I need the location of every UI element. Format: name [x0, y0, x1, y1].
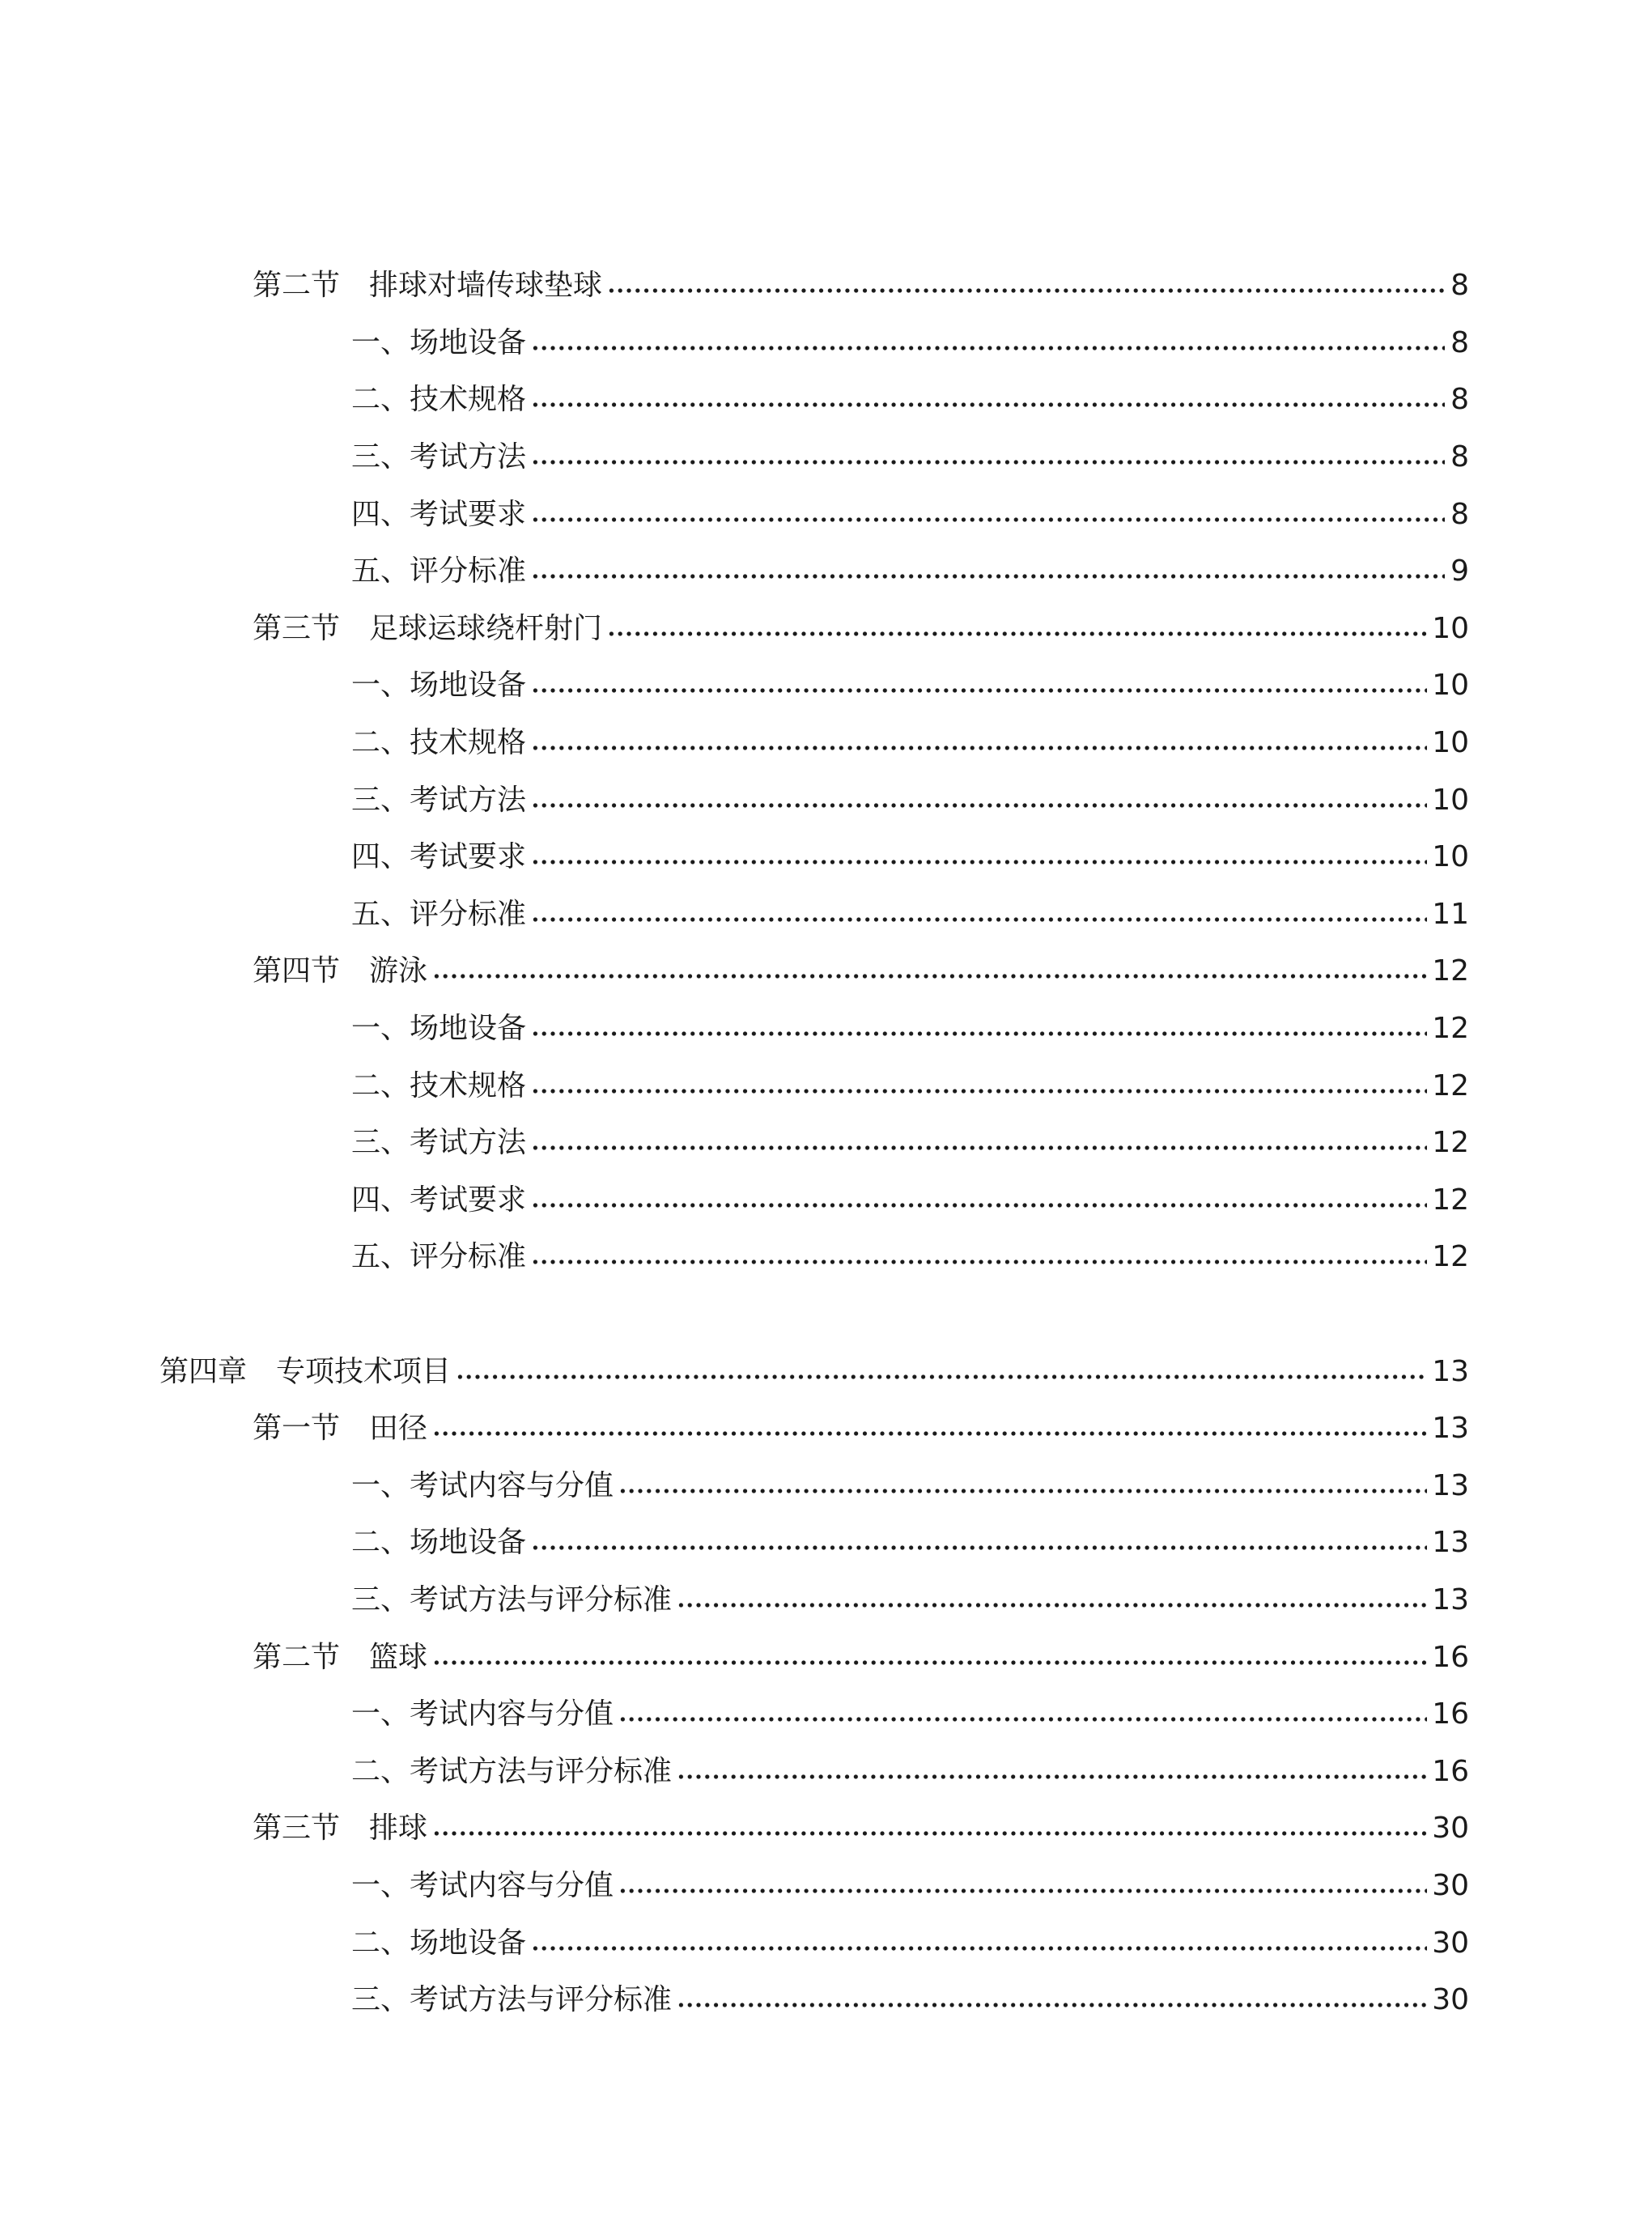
- toc-page-number: 30: [1432, 1812, 1469, 1846]
- toc-subsection-entry[interactable]: [0, 1972, 1652, 2029]
- toc-dot-leader: [607, 288, 1445, 293]
- toc-page-number: 12: [1432, 1012, 1469, 1046]
- toc-dot-leader: [677, 1603, 1427, 1608]
- toc-subsection-entry[interactable]: [0, 715, 1652, 772]
- toc-page-number: 10: [1432, 611, 1469, 645]
- toc-page-number: 10: [1432, 726, 1469, 760]
- toc-entry-label: 三、考试方法与评分标准: [351, 1983, 673, 2017]
- toc-dot-leader: [677, 2003, 1427, 2007]
- toc-subsection-entry[interactable]: [0, 543, 1652, 601]
- toc-subsection-entry[interactable]: [0, 829, 1652, 886]
- toc-subsection-entry[interactable]: [0, 1572, 1652, 1629]
- toc-subsection-entry[interactable]: [0, 657, 1652, 715]
- toc-entry-label: 二、技术规格: [351, 1068, 527, 1102]
- toc-page-number: 13: [1432, 1412, 1469, 1446]
- toc-subsection-entry[interactable]: [0, 1914, 1652, 1972]
- toc-dot-leader: [677, 1774, 1427, 1779]
- toc-dot-leader: [531, 1946, 1427, 1951]
- toc-dot-leader: [432, 1831, 1427, 1836]
- toc-entry-label: 一、场地设备: [351, 1012, 527, 1046]
- toc-subsection-entry[interactable]: [0, 771, 1652, 829]
- toc-subsection-entry[interactable]: [0, 1686, 1652, 1744]
- toc-dot-leader: [531, 1203, 1427, 1208]
- toc-page-number: 10: [1432, 840, 1469, 874]
- toc-page-number: 16: [1432, 1754, 1469, 1788]
- toc-entry-label: 二、技术规格: [351, 383, 527, 417]
- toc-page-number: 8: [1450, 497, 1469, 531]
- toc-page-number: 16: [1432, 1697, 1469, 1731]
- toc-entry-label: 三、考试方法与评分标准: [351, 1582, 673, 1616]
- toc-section-entry[interactable]: [0, 943, 1652, 1000]
- toc-subsection-entry[interactable]: [0, 372, 1652, 429]
- toc-subsection-entry[interactable]: [0, 1457, 1652, 1514]
- toc-entry-label: 第一节 田径: [253, 1412, 428, 1446]
- toc-page-number: 12: [1432, 1183, 1469, 1217]
- toc-page-number: 13: [1432, 1468, 1469, 1502]
- toc-page-number: 8: [1450, 269, 1469, 303]
- toc-page-number: 12: [1432, 1240, 1469, 1274]
- toc-page-number: 11: [1432, 897, 1469, 931]
- toc-dot-leader: [531, 517, 1445, 522]
- toc-entry-label: 一、场地设备: [351, 669, 527, 703]
- toc-dot-leader: [531, 746, 1427, 750]
- toc-dot-leader: [607, 631, 1427, 636]
- toc-entry-label: 二、场地设备: [351, 1926, 527, 1960]
- toc-entry-label: 一、考试内容与分值: [351, 1468, 614, 1502]
- toc-page-number: 13: [1432, 1354, 1469, 1388]
- toc-dot-leader: [432, 1431, 1427, 1436]
- toc-subsection-entry[interactable]: [0, 1229, 1652, 1286]
- toc-entry-label: 四、考试要求: [351, 1183, 527, 1217]
- toc-subsection-entry[interactable]: [0, 1172, 1652, 1230]
- toc-subsection-entry[interactable]: [0, 1115, 1652, 1172]
- toc-dot-leader: [531, 1031, 1427, 1036]
- toc-dot-leader: [531, 1089, 1427, 1094]
- toc-entry-label: 第三节 排球: [253, 1812, 428, 1846]
- toc-entry-label: 五、评分标准: [351, 1240, 527, 1274]
- toc-entry-label: 第二节 篮球: [253, 1640, 428, 1674]
- toc-subsection-entry[interactable]: [0, 886, 1652, 944]
- toc-subsection-entry[interactable]: [0, 486, 1652, 543]
- toc-dot-leader: [531, 917, 1427, 922]
- toc-dot-leader: [531, 460, 1445, 465]
- toc-entry-label: 五、评分标准: [351, 897, 527, 931]
- toc-page-number: 13: [1432, 1526, 1469, 1560]
- toc-page-number: 30: [1432, 1983, 1469, 2017]
- toc-dot-leader: [531, 1260, 1427, 1264]
- toc-entry-label: 二、场地设备: [351, 1526, 527, 1560]
- toc-page-number: 9: [1450, 554, 1469, 588]
- table-of-contents: [0, 257, 1652, 2028]
- toc-section-entry[interactable]: [0, 1629, 1652, 1686]
- toc-page-number: 10: [1432, 783, 1469, 817]
- toc-entry-label: 三、考试方法: [351, 440, 527, 474]
- toc-dot-leader: [531, 574, 1445, 579]
- toc-subsection-entry[interactable]: [0, 1514, 1652, 1572]
- toc-entry-label: 三、考试方法: [351, 783, 527, 817]
- toc-entry-label: 一、场地设备: [351, 325, 527, 359]
- toc-dot-leader: [618, 1489, 1427, 1493]
- toc-entry-label: 五、评分标准: [351, 554, 527, 588]
- toc-page-number: 12: [1432, 954, 1469, 988]
- toc-section-entry[interactable]: [0, 257, 1652, 315]
- toc-page-number: 8: [1450, 325, 1469, 359]
- toc-section-entry[interactable]: [0, 1800, 1652, 1858]
- toc-page-number: 30: [1432, 1926, 1469, 1960]
- toc-entry-label: 第二节 排球对墙传球垫球: [253, 269, 603, 303]
- toc-page-number: 8: [1450, 383, 1469, 417]
- toc-dot-leader: [531, 346, 1445, 350]
- toc-dot-leader: [432, 974, 1427, 979]
- toc-entry-label: 四、考试要求: [351, 497, 527, 531]
- toc-section-entry[interactable]: [0, 1400, 1652, 1458]
- toc-entry-label: 第四章 专项技术项目: [159, 1354, 452, 1388]
- toc-page-number: 8: [1450, 440, 1469, 474]
- toc-page-number: 30: [1432, 1868, 1469, 1902]
- toc-subsection-entry[interactable]: [0, 315, 1652, 372]
- toc-entry-label: 第四节 游泳: [253, 954, 428, 988]
- toc-subsection-entry[interactable]: [0, 1743, 1652, 1800]
- toc-entry-label: 一、考试内容与分值: [351, 1868, 614, 1902]
- toc-dot-leader: [531, 860, 1427, 864]
- toc-entry-label: 二、技术规格: [351, 726, 527, 760]
- toc-subsection-entry[interactable]: [0, 429, 1652, 486]
- toc-dot-leader: [531, 803, 1427, 808]
- toc-page-number: 16: [1432, 1640, 1469, 1674]
- toc-dot-leader: [531, 688, 1427, 693]
- toc-page-number: 12: [1432, 1126, 1469, 1160]
- toc-dot-leader: [432, 1660, 1427, 1665]
- toc-entry-label: 第三节 足球运球绕杆射门: [253, 611, 603, 645]
- toc-chapter-entry[interactable]: [0, 1343, 1652, 1400]
- toc-dot-leader: [618, 1717, 1427, 1722]
- toc-subsection-entry[interactable]: [0, 1057, 1652, 1115]
- toc-dot-leader: [618, 1888, 1427, 1893]
- toc-entry-label: 一、考试内容与分值: [351, 1697, 614, 1731]
- toc-section-entry[interactable]: [0, 601, 1652, 658]
- toc-entry-label: 四、考试要求: [351, 840, 527, 874]
- toc-subsection-entry[interactable]: [0, 1000, 1652, 1058]
- toc-dot-leader: [531, 1545, 1427, 1550]
- toc-subsection-entry[interactable]: [0, 1858, 1652, 1915]
- toc-dot-leader: [531, 1145, 1427, 1150]
- toc-dot-leader: [531, 402, 1445, 407]
- toc-page-number: 12: [1432, 1068, 1469, 1102]
- toc-page-number: 13: [1432, 1582, 1469, 1616]
- toc-page-number: 10: [1432, 669, 1469, 703]
- toc-dot-leader: [456, 1374, 1427, 1379]
- toc-entry-label: 三、考试方法: [351, 1126, 527, 1160]
- toc-entry-label: 二、考试方法与评分标准: [351, 1754, 673, 1788]
